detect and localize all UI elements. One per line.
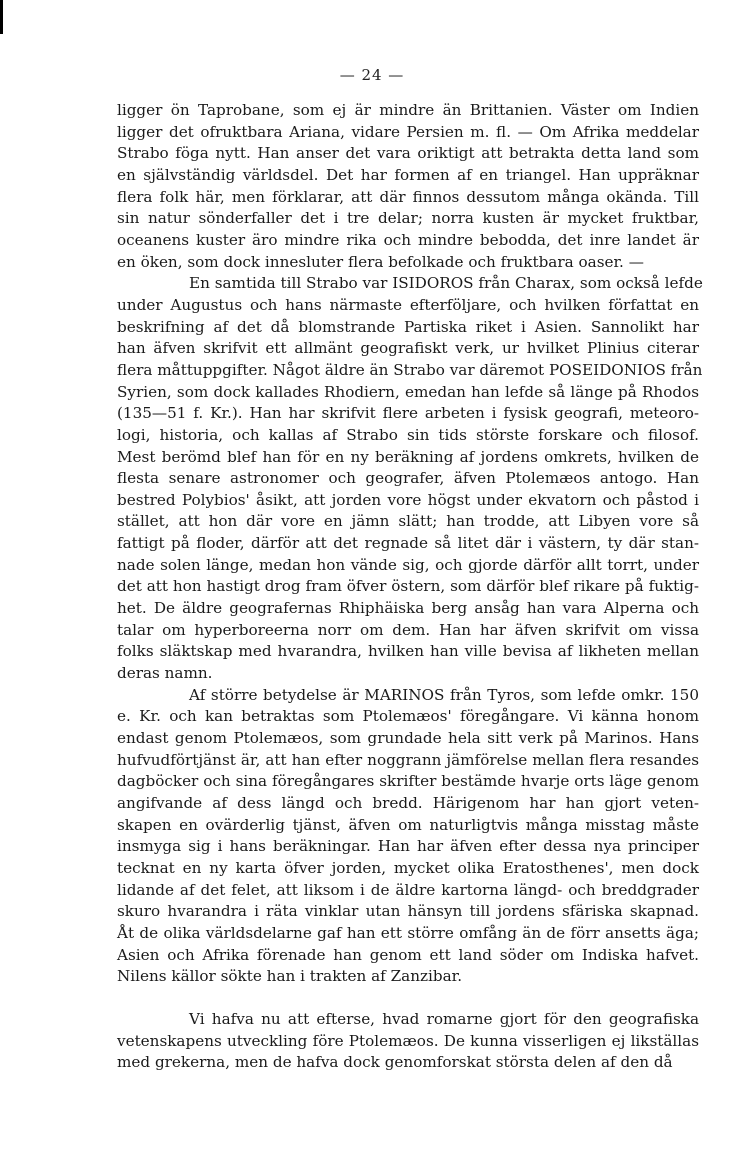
text-line: ligger ön Taprobane, som ej är mindre än Brittanien. Väster om Indien [117, 101, 699, 119]
text-line: Vi hafva nu att efterse, hvad romarne gjort för den geografiska [189, 1009, 699, 1028]
text-line: med grekerna, men de hafva dock genomforskat största delen af den då [117, 1053, 673, 1072]
text-line: talar om hyperboreerna norr om dem. Han har äfven skrifvit om vissa [117, 620, 699, 639]
text-line: deras namn. [117, 664, 213, 683]
text-line: fattigt på floder, därför att det regnade så litet där i västern, ty där stan- [117, 534, 699, 553]
text-line: det att hon hastigt drog fram öfver östern, som därför blef rikare på fuktig- [117, 577, 699, 596]
text-line: Åt de olika världsdelarne gaf han ett större omfång än de förr ansetts äga; [117, 923, 699, 942]
text-line: Syrien, som dock kallades Rhodiern, emedan han lefde så länge på Rhodos [117, 382, 699, 401]
page-number: — 24 — [339, 66, 405, 84]
text-line: Strabo föga nytt. Han anser det vara oriktigt att betrakta detta land som [117, 144, 699, 163]
text-line: Nilens källor sökte han i trakten af Zanzibar. [117, 967, 463, 986]
text-line: vetenskapens utveckling före Ptolemæos. De kunna visserligen ej likställas [117, 1031, 699, 1050]
text-line: (135—51 f. Kr.). Han har skrifvit flere arbeten i fysisk geografi, meteoro- [117, 404, 699, 423]
text-line: folks släktskap med hvarandra, hvilken han ville bevisa af likheten mellan [117, 642, 699, 661]
text-line: flesta senare astronomer och geografer, äfven Ptolemæos antogo. Han [117, 469, 699, 488]
text-line: logi, historia, och kallas af Strabo sin tids störste forskare och filosof. [117, 425, 699, 444]
body-text [117, 100, 703, 1074]
paragraph [117, 100, 699, 273]
text-line: en öken, som dock innesluter flera befolkade och fruktbara oaser. — [117, 252, 644, 271]
text-line: nade solen länge, medan hon vände sig, och gjorde därför allt torrt, under [117, 555, 699, 574]
text-line: Af större betydelse är MARINOS från Tyros, som lefde omkr. 150 [189, 685, 699, 704]
text-line: under Augustus och hans närmaste efterföljare, och hvilken författat en [117, 295, 699, 314]
text-line: lidande af det felet, att liksom i de äldre kartorna längd- och breddgrader [117, 880, 699, 899]
text-line: het. De äldre geografernas Rhiphäiska berg ansåg han vara Alperna och [117, 599, 699, 618]
paragraph [117, 1009, 699, 1074]
text-line: dagböcker och sina föregångares skrifter bestämde hvarje orts läge genom [117, 772, 699, 791]
paragraph-gap [117, 988, 699, 1009]
text-line: Mest berömd blef han för en ny beräkning af jordens omkrets, hvilken de [117, 447, 699, 466]
text-line: beskrifning af det då blomstrande Partiska riket i Asien. Sannolikt har [117, 317, 699, 336]
text-line: Asien och Afrika förenade han genom ett land söder om Indiska hafvet. [117, 945, 699, 964]
text-line: insmyga sig i hans beräkningar. Han har äfven efter dessa nya principer [117, 837, 699, 856]
text-line: stället, att hon där vore en jämn slätt; han trodde, att Libyen vore så [117, 512, 699, 531]
text-line: han äfven skrifvit ett allmänt geografiskt verk, ur hvilket Plinius citerar [117, 339, 699, 358]
paragraph [117, 273, 703, 684]
text-line: skuro hvarandra i räta vinklar utan hänsyn till jordens sfäriska skapnad. [117, 902, 699, 921]
text-line: bestred Polybios' åsikt, att jorden vore högst under ekvatorn och påstod i [117, 490, 699, 509]
text-line: flera folk här, men förklarar, att där finnos dessutom många okända. Till [117, 187, 699, 206]
text-line: angifvande af dess längd och bredd. Härigenom har han gjort veten- [117, 794, 699, 812]
text-line: flera måttuppgifter. Något äldre än Strabo var däremot POSEIDONIOS från [117, 360, 703, 379]
text-line: sin natur sönderfaller det i tre delar; norra kusten är mycket fruktbar, [117, 209, 699, 228]
text-line: hufvudförtjänst är, att han efter noggrann jämförelse mellan flera resandes [117, 750, 699, 769]
text-line: endast genom Ptolemæos, som grundade hela sitt verk på Marinos. Hans [117, 729, 699, 748]
text-line: e. Kr. och kan betraktas som Ptolemæos' föregångare. Vi känna honom [117, 707, 699, 726]
text-line: skapen en ovärderlig tjänst, äfven om naturligtvis många misstag måste [117, 815, 699, 834]
text-line: ligger det ofruktbara Ariana, vidare Persien m. fl. — Om Afrika meddelar [117, 122, 699, 141]
text-line: oceanens kuster äro mindre rika och mindre bebodda, det inre landet är [117, 230, 699, 249]
text-line: tecknat en ny karta öfver jorden, mycket olika Eratosthenes', men dock [117, 858, 699, 877]
paragraph [117, 685, 699, 988]
text-line: en självständig världsdel. Det har formen af en triangel. Han uppräknar [117, 165, 699, 184]
text-line: En samtida till Strabo var ISIDOROS från Charax, som också lefde [189, 274, 703, 293]
scan-edge-mark [0, 0, 3, 34]
